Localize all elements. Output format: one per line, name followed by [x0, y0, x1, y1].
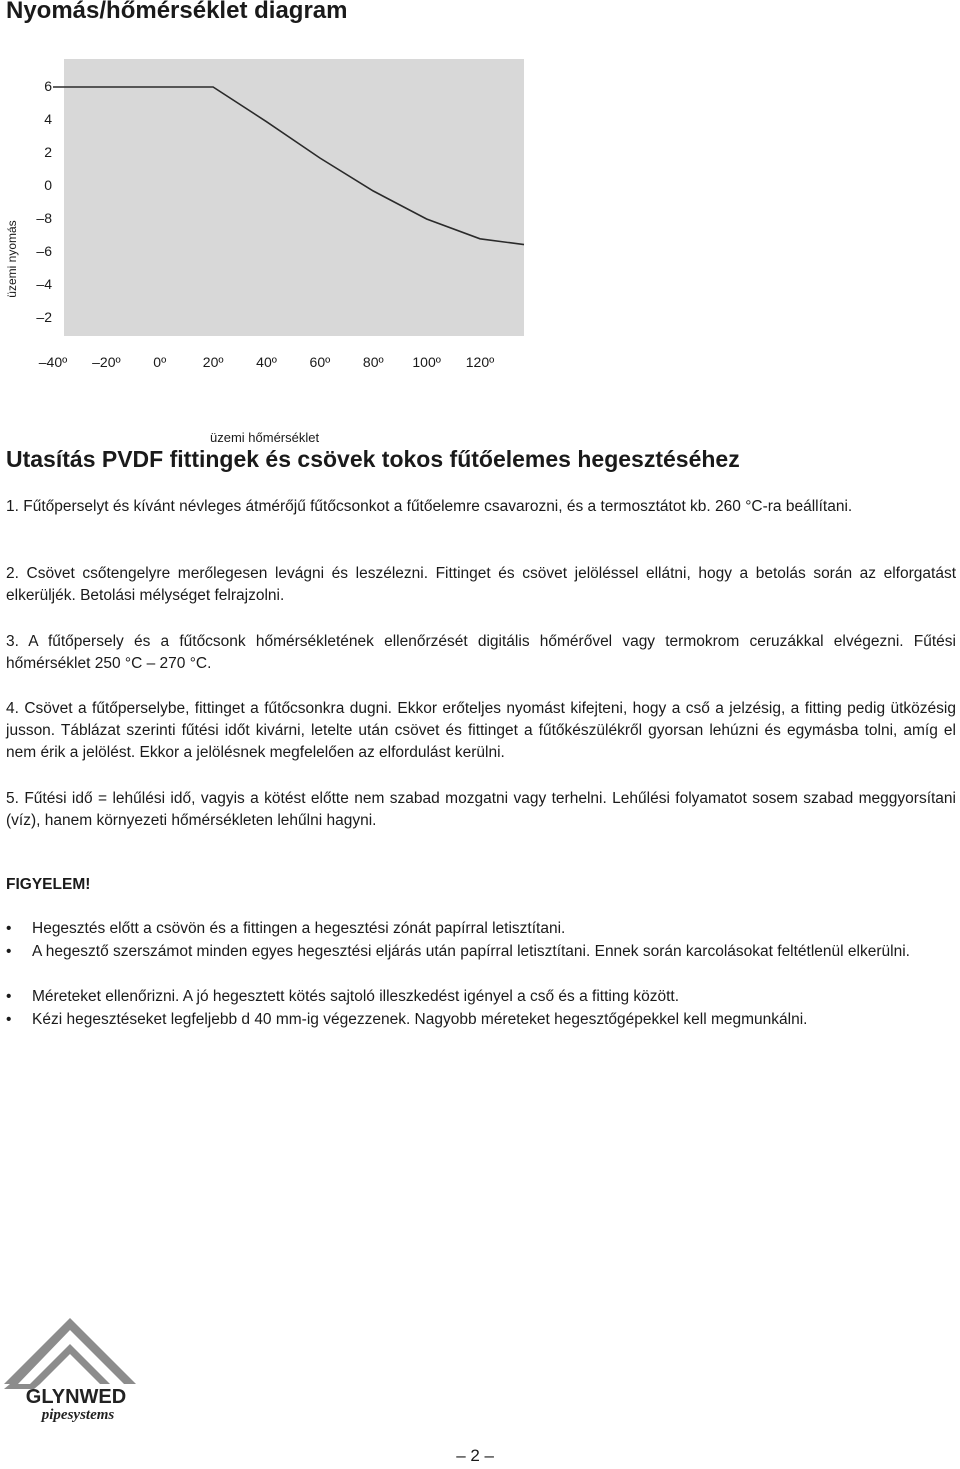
warning-item: [6, 986, 956, 1008]
glynwed-logo-mark: [4, 1310, 144, 1422]
instruction-step-2: 2. Csövet csőtengelyre merőlegesen levágni és leszélezni. Fittinget és csövet jelöléssel ellátni, hogy a betolás során az elforgatást elkerüljék. Betolási mélységet felrajzolni.: [6, 565, 956, 604]
y-tick-label: –2: [36, 309, 52, 325]
bullet-marker: •: [6, 943, 12, 960]
logo-brand-text: GLYNWED: [25, 1386, 127, 1408]
y-axis-label: üzemi nyomás: [5, 220, 19, 298]
x-tick-label: –20º: [92, 354, 121, 370]
warning-item: [6, 941, 956, 963]
chart-svg: [0, 52, 540, 397]
logo-tagline-text: pipesystems: [41, 1407, 115, 1422]
page-number: – 2 –: [456, 1446, 494, 1465]
x-tick-label: 40º: [256, 354, 277, 370]
instruction-step-3: 3. A fűtőpersely és a fűtőcsonk hőmérsékletének ellenőrzését digitális hőmérővel vagy termokrom ceruzákkal elvégezni. Fűtési hőmérséklet 250 °C – 270 °C.: [6, 633, 956, 672]
x-tick-label: 80º: [362, 354, 384, 370]
y-tick-label: –6: [36, 243, 52, 259]
y-tick-label: 2: [44, 144, 52, 160]
warning-item: [6, 918, 956, 940]
warning-title: FIGYELEM!: [6, 876, 91, 893]
glynwed-logo: [4, 1310, 144, 1422]
x-tick-label: 20º: [202, 354, 224, 370]
diagram-title: Nyomás/hőmérséklet diagram: [6, 0, 348, 24]
plot-background: [64, 59, 524, 336]
instruction-step-5: 5. Fűtési idő = lehűlési idő, vagyis a kötést előtte nem szabad mozgatni vagy terhelni. Lehűlési folyamatot sosem szabad meggyorsítani (víz), hanem környezeti hőmérsékleten lehűlni hagyni.: [6, 790, 956, 829]
x-axis-label: üzemi hőmérséklet: [210, 430, 320, 445]
x-tick-label: 100º: [412, 354, 441, 370]
x-tick-label: 120º: [465, 354, 495, 370]
y-tick-label: 0: [44, 177, 52, 193]
instructions-title: Utasítás PVDF fittingek és csövek tokos fűtőelemes hegesztéséhez: [6, 446, 740, 472]
bullet-marker: •: [6, 920, 12, 937]
bullet-marker: •: [6, 1011, 12, 1028]
warning-item-text: Hegesztés előtt a csövön és a fittingen a hegesztési zónát papírral letisztítani.: [32, 920, 566, 937]
bullet-marker: •: [6, 988, 12, 1005]
x-tick-label: 60º: [309, 354, 331, 370]
instruction-step-4: 4. Csövet a fűtőperselybe, fittinget a fűtőcsonkra dugni. Ekkor erőteljes nyomást kifejteni, hogy a cső a jelzésig, a fitting pedig ütközésig jusson. Táblázat szerinti fűtési időt kivárni, letelte után csövet és fittinget a fűtőkészülékről gyorsan lehúzni és egymásba tolni, amíg el nem érik a jelölést. Ekkor a jelölésnek megfelelően az elfordulást kerülni.: [6, 700, 956, 761]
y-tick-label: –8: [36, 210, 52, 226]
y-tick-label: –4: [36, 276, 52, 292]
x-tick-label: 0º: [153, 354, 167, 370]
y-tick-label: 4: [44, 111, 52, 127]
warning-item-text: A hegesztő szerszámot minden egyes hegesztési eljárás után papírral letisztítani. Ennek során karcolásokat feltétlenül elkerülni.: [32, 943, 910, 960]
warning-item-text: Kézi hegesztéseket legfeljebb d 40 mm-ig végezzenek. Nagyobb méreteket hegesztőgépekkel kell megmunkálni.: [32, 1011, 808, 1028]
warning-item: [6, 1009, 956, 1031]
pressure-temperature-chart: [0, 52, 540, 445]
y-tick-label: 6: [44, 78, 52, 94]
x-tick-label: –40º: [38, 354, 68, 370]
instruction-step-1: 1. Fűtőperselyt és kívánt névleges átmérőjű fűtőcsonkot a fűtőelemre csavarozni, és a termosztátot kb. 260 °C-ra beállítani.: [6, 498, 853, 515]
warning-item-text: Méreteket ellenőrizni. A jó hegesztett kötés sajtoló illeszkedést igényel a cső és a fitting között.: [32, 988, 680, 1005]
